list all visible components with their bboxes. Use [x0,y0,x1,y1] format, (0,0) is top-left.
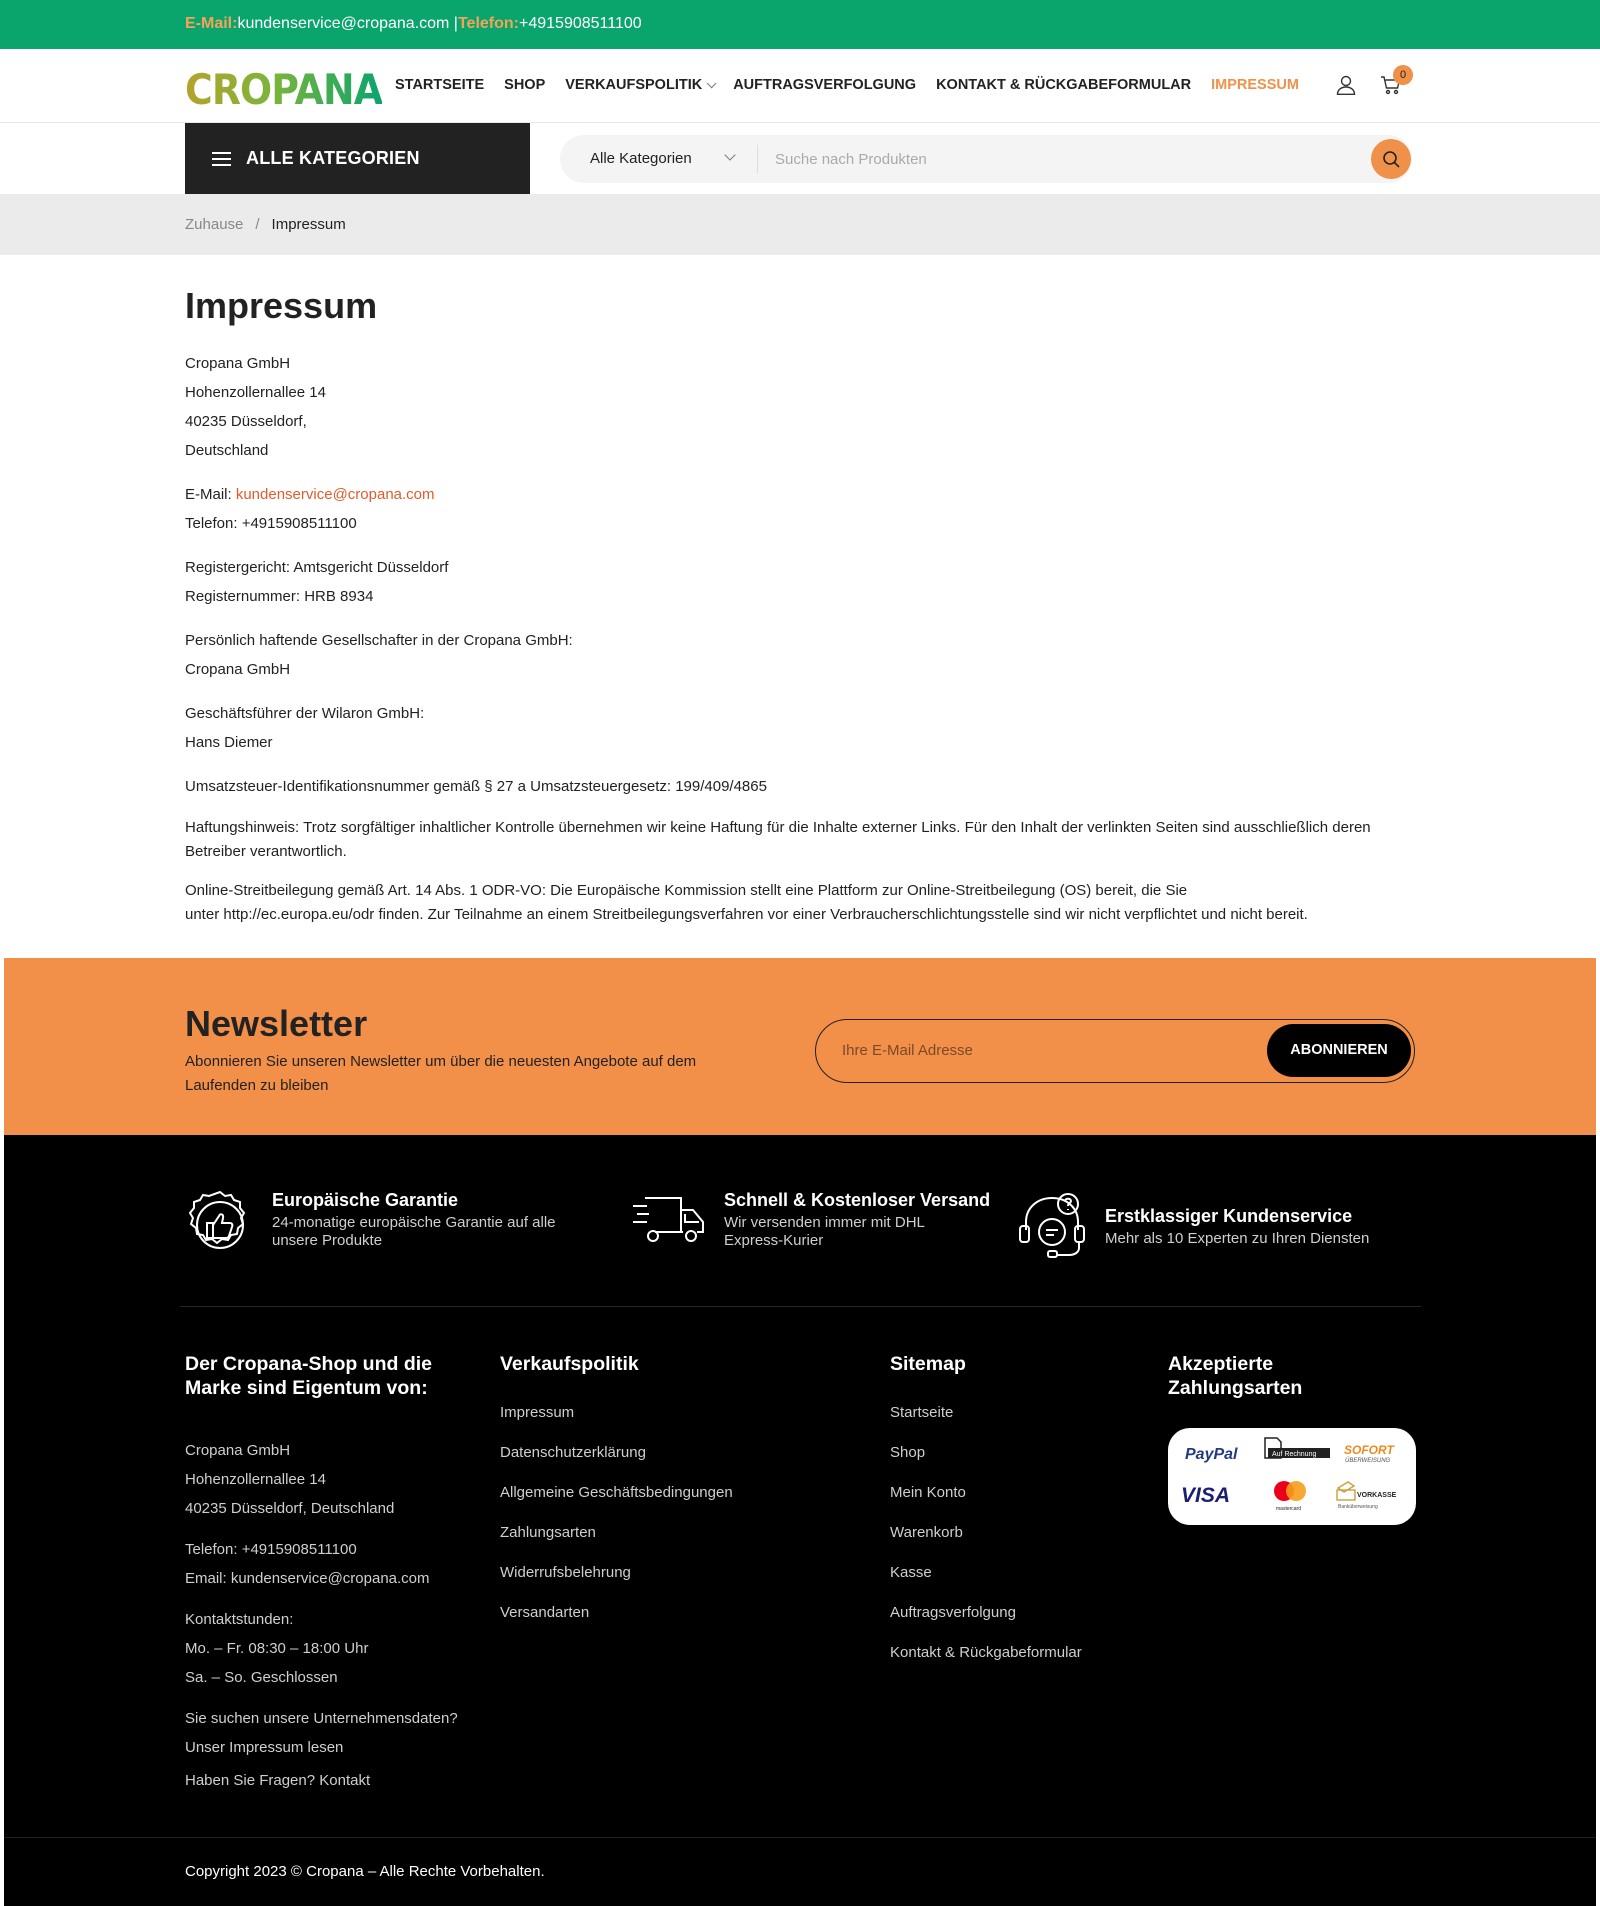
sofort-logo: SOFORT [1344,1443,1394,1457]
invoice-logo [1265,1438,1330,1458]
feature-title: Erstklassiger Kundenservice [1105,1206,1353,1226]
vat-id: Umsatzsteuer-Identifikationsnummer gemäß § 27 a Umsatzsteuergesetz: 199/409/4865 [185,778,767,795]
email-label: E-Mail: [185,486,236,503]
category-select[interactable]: Alle Kategorien [590,150,692,167]
ceo-block [185,699,1415,757]
hamburger-menu-icon [212,152,231,166]
top-contact-text [185,15,1415,33]
footer-bottom-divider [4,1837,1596,1838]
nav-label: SHOP [504,77,546,93]
site-header [0,49,1600,123]
register-number: Registernummer: HRB 8934 [185,588,374,605]
footer-column-title: Akzeptierte Zahlungsarten [1168,1353,1303,1399]
cart-count-badge: 0 [1393,65,1413,85]
address-line: Hohenzollernallee 14 [185,384,326,401]
owner-phone[interactable]: Telefon: +4915908511100 [185,1541,357,1558]
contact-block [185,480,1415,538]
impressum-link[interactable]: Unser Impressum lesen [185,1739,344,1756]
site-footer [4,1135,1596,1906]
mastercard-logo [1274,1481,1306,1512]
footer-link-widerruf[interactable]: Widerrufsbelehrung [500,1564,631,1581]
feature-title: Schnell & Kostenloser Versand [724,1190,991,1210]
svg-text:mastercard: mastercard [1276,1506,1302,1512]
ceo-name: Hans Diemer [185,734,273,751]
liability-notice: Haftungshinweis: Trotz sorgfältiger inhaltlicher Kontrolle übernehmen wir keine Haftung für die Inhalte externer Links. Für den Inhalt der verlinkten Seiten sind ausschließlich deren Betreiber verantwortlich. [185,819,1371,860]
topbar-separator: | [449,15,458,32]
newsletter-form [815,1019,1415,1083]
register-court: Registergericht: Amtsgericht Düsseldorf [185,559,449,576]
footer-link-auftragsverfolgung[interactable]: Auftragsverfolgung [890,1604,1016,1621]
category-search-row [0,123,1600,194]
copyright-text: Copyright 2023 © Cropana – Alle Rechte Vorbehalten. [185,1863,545,1880]
search-button[interactable] [1371,139,1411,179]
odr-notice [185,879,1405,927]
address-line: 40235 Düsseldorf, [185,413,307,430]
user-account-icon[interactable] [1336,75,1356,95]
company-data-question: Sie suchen unsere Unternehmensdaten? [185,1710,458,1727]
hours-weekend: Sa. – So. Geschlossen [185,1669,338,1686]
hours-weekdays: Mo. – Fr. 08:30 – 18:00 Uhr [185,1640,369,1657]
nav-label: STARTSEITE [395,77,485,93]
address-line: Cropana GmbH [185,355,291,372]
phone-line: Telefon: +4915908511100 [185,515,357,532]
nav-item-shop[interactable] [504,77,545,93]
svg-text:Banküberweisung: Banküberweisung [1338,1504,1378,1510]
topbar-email-label: E-Mail: [185,15,238,32]
top-contact-bar [0,0,1600,49]
search-divider [757,145,758,173]
partner-block [185,626,1415,684]
footer-link-kontakt[interactable]: Kontakt & Rückgabeformular [890,1644,1082,1661]
footer-link-zahlungsarten[interactable]: Zahlungsarten [500,1524,596,1541]
svg-text:VORKASSE: VORKASSE [1357,1492,1397,1499]
nav-label: AUFTRAGSVERFOLGUNG [733,77,917,93]
main-navigation [395,77,1319,93]
footer-link-kasse[interactable]: Kasse [890,1564,932,1581]
footer-link-agb[interactable]: Allgemeine Geschäftsbedingungen [500,1484,733,1501]
thumbs-up-badge-icon [185,1190,255,1260]
nav-item-startseite[interactable] [395,77,484,93]
company-address [185,349,1415,465]
newsletter-section [4,958,1596,1135]
support-headset-icon [1016,1190,1088,1262]
search-icon [1371,139,1411,179]
ueberweisung-text: ÜBERWEISUNG [1345,1458,1391,1464]
odr-line: Online-Streitbeilegung gemäß Art. 14 Abs. 1 ODR-VO: Die Europäische Kommission stellt eine Plattform zur Online-Streitbeilegung (OS) bereit, die Sie [185,882,1188,899]
feature-support [1016,1190,1369,1262]
footer-link-impressum[interactable]: Impressum [500,1404,575,1421]
footer-link-datenschutz[interactable]: Datenschutzerklärung [500,1444,646,1461]
footer-link-konto[interactable]: Mein Konto [890,1484,966,1501]
footer-sitemap-column [890,1352,1082,1684]
paypal-logo: PayPal [1185,1446,1238,1463]
email-link[interactable]: kundenservice@cropana.com [235,486,435,503]
footer-owner-column [185,1352,475,1795]
hours-label: Kontaktstunden: [185,1611,294,1628]
footer-column-title: Verkaufspolitik [500,1353,639,1375]
newsletter-description: Abonnieren Sie unseren Newsletter um über die neuesten Angebote auf dem Laufenden zu bleiben [185,1053,697,1094]
chevron-down-icon [707,78,717,88]
odr-line: unter http://ec.europa.eu/odr finden. Zur Teilnahme an einem Streitbeilegungsverfahren vor einer Verbraucherschlichtungsstelle sind wir nicht verpflichtet und nicht bereit. [185,906,1308,923]
ceo-label: Geschäftsführer der Wilaron GmbH: [185,705,425,722]
owner-address-line: Hohenzollernallee 14 [185,1471,326,1488]
visa-logo: VISA [1181,1484,1231,1507]
site-logo[interactable]: CROPANA [185,65,383,114]
main-content [0,255,1600,958]
feature-text: Wir versenden immer mit DHL Express-Kurier [724,1214,925,1249]
product-search-bar [560,135,1412,183]
nav-item-impressum[interactable] [1211,77,1299,93]
feature-guarantee [185,1190,562,1260]
nav-item-kontakt[interactable] [936,77,1191,93]
partner-name: Cropana GmbH [185,661,291,678]
breadcrumb-current: Impressum [271,216,346,233]
delivery-truck-icon [631,1190,707,1250]
all-categories-label: ALLE KATEGORIEN [246,148,420,168]
register-block [185,553,1415,611]
footer-link-shop[interactable]: Shop [890,1444,926,1461]
payment-methods-box [1168,1428,1416,1525]
newsletter-email-input[interactable] [842,1020,1242,1081]
nav-label: KONTAKT & RÜCKGABEFORMULAR [936,77,1192,93]
search-input[interactable] [775,135,1335,183]
feature-text: 24-monatige europäische Garantie auf alle unsere Produkte [272,1214,556,1249]
footer-payments-column [1168,1352,1348,1400]
payment-logos [1168,1428,1416,1525]
vorkasse-logo [1337,1482,1397,1510]
nav-item-verkaufspolitik[interactable] [565,77,713,93]
footer-column-title: Sitemap [890,1353,966,1375]
footer-column-title: Der Cropana-Shop und die Marke sind Eigentum von: [185,1353,433,1399]
chevron-down-icon[interactable] [724,149,735,160]
footer-divider [180,1306,1421,1307]
breadcrumb [0,194,1600,255]
subscribe-button[interactable]: ABONNIEREN [1267,1024,1411,1077]
owner-email[interactable]: Email: kundenservice@cropana.com [185,1570,430,1587]
breadcrumb-home-link[interactable]: Zuhause [185,216,244,233]
footer-link-versandarten[interactable]: Versandarten [500,1604,590,1621]
nav-item-auftragsverfolgung[interactable] [733,77,916,93]
topbar-phone-link[interactable]: +4915908511100 [519,15,642,32]
footer-link-startseite[interactable]: Startseite [890,1404,954,1421]
partner-label: Persönlich haftende Gesellschafter in der Cropana GmbH: [185,632,573,649]
page-title: Impressum [185,285,378,326]
feature-text: Mehr als 10 Experten zu Ihren Diensten [1105,1230,1370,1247]
footer-link-warenkorb[interactable]: Warenkorb [890,1524,963,1541]
owner-address-line: 40235 Düsseldorf, Deutschland [185,1500,395,1517]
all-categories-button[interactable] [185,123,530,194]
address-line: Deutschland [185,442,269,459]
feature-shipping [631,1190,990,1250]
svg-text:Auf Rechnung: Auf Rechnung [1272,1451,1317,1458]
feature-title: Europäische Garantie [272,1190,459,1210]
nav-label: IMPRESSUM [1211,77,1299,93]
topbar-phone-label: Telefon: [457,15,519,32]
nav-label: VERKAUFSPOLITIK [565,77,703,93]
topbar-email-link[interactable]: kundenservice@cropana.com [237,15,450,32]
breadcrumb-separator: / [255,216,260,233]
email-line [185,480,1415,509]
footer-policy-column [500,1352,733,1644]
newsletter-title: Newsletter [185,1003,368,1044]
contact-link[interactable]: Haben Sie Fragen? Kontakt [185,1772,371,1789]
owner-address-line: Cropana GmbH [185,1442,291,1459]
